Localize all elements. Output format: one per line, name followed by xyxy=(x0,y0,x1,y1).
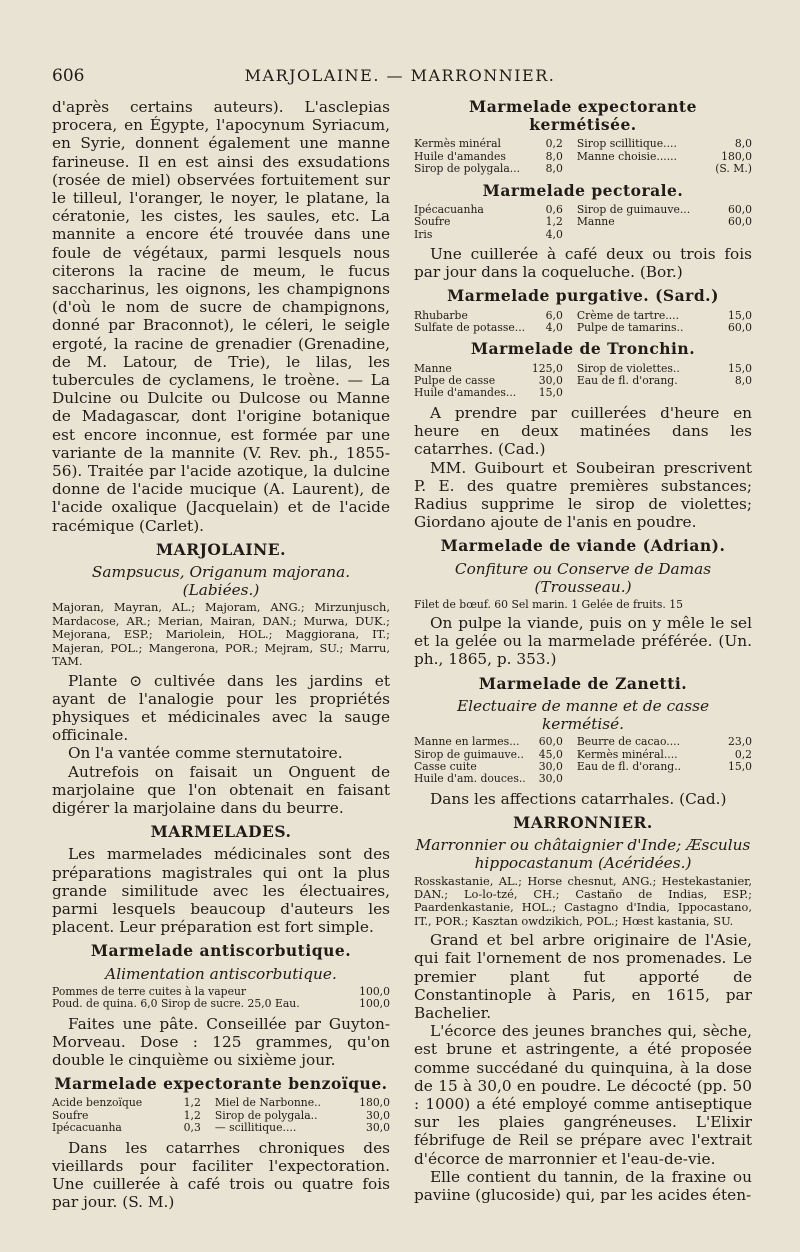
marjolaine-paragraph: Plante ⊙ cultivée dans les jardins et ayant de l'analogie pour les propriétés physiques et médicinales avec la sauge officinale. xyxy=(52,671,390,745)
heading-marjolaine: MARJOLAINE. xyxy=(156,539,286,559)
recipe-row: Huile d'amandes... 15,0 xyxy=(414,386,563,400)
page-header xyxy=(0,66,800,88)
recipe-row: Huile d'am. douces.. 30,0 xyxy=(414,772,563,786)
marronnier-paragraph: Elle contient du tannin, de la fraxine ou paviine (glucoside) qui, par les acides éten- xyxy=(414,1167,752,1205)
heading-benzoique: Marmelade expectorante benzoïque. xyxy=(54,1074,388,1094)
recipe-row: Manne 125,0 Sirop de violettes.. 15,0 xyxy=(414,361,752,375)
zanetti-paragraph: Dans les affections catarrhales. (Cad.) xyxy=(430,789,727,808)
recipe-row: Huile d'amandes 8,0 Manne choisie...... 180,0 xyxy=(414,149,752,163)
viande-subtitle: Confiture ou Conserve de Damas (Trousseau.) xyxy=(454,559,712,596)
continued-paragraph: d'après certains auteurs). L'asclepias procera, en Égypte, l'apocynum Syriacum, en Syrie, donnent également une manne farineuse. Il en est ainsi des exsudations (rosée de miel) observées fortuitement sur le tilleul, l'oranger, le noyer, le platane, la cératonie, les cistes, les saules, etc. La mannite a encore été trouvée dans une foule de végétaux, parmi lesquels nous citerons la racine de meum, le fucus saccharinus, les oignons, les champignons (d'où le nom de sucre de champignons, donné par Braconnot), le céleri, le seigle ergoté, la racine de grenadier (Grenadine, de M. Latour, de Trie), le lilas, les tubercules de cyclamens, le troène. — La Dulcine ou Dulcite ou Dulcose ou Manne de Madagascar, dont l'origine botanique est encore inconnue, est formée par une variante de la mannite (V. Rev. ph., 1855-56). Traitée par l'acide azotique, la dulcine donne de l'acide mucique (A. Laurent), de l'acide oxalique (Jacquelain) et de l'acide racémique (Carlet). xyxy=(52,98,390,535)
antiscorbutique-recipe xyxy=(52,986,390,1011)
zanetti-recipe xyxy=(414,736,752,786)
recipe-row: Ipécacuanha 0,6 Sirop de guimauve... 60,0 xyxy=(414,202,752,216)
heading-pectorale: Marmelade pectorale. xyxy=(482,180,684,200)
heading-marronnier: MARRONNIER. xyxy=(513,812,653,832)
heading-tronchin: Marmelade de Tronchin. xyxy=(470,339,696,359)
recipe-row: Soufre 1,2 Sirop de polygala.. 30,0 xyxy=(52,1108,390,1122)
page-number: 606 xyxy=(52,66,85,86)
left-column xyxy=(52,98,390,1211)
recipe-row: Iris 4,0 xyxy=(414,227,563,241)
recipe-row: Pulpe de casse 30,0 Eau de fl. d'orang. 8,0 xyxy=(414,374,752,388)
marronnier-synonyms: Rosskastanie, AL.; Horse chesnut, ANG.; Hestekastanier, DAN.; Lo-lo-tzé, CH.; Castaño de Indias, ESP.; Paardenkastanie, HOL.; Castagno d'India, Ippocastano, IT., POR.; Kasztan owdzikich, POL.; Hœst kastania, SU. xyxy=(414,873,752,928)
heading-antiscorbutique: Marmelade antiscorbutique. xyxy=(90,941,352,961)
tronchin-recipe xyxy=(414,363,752,400)
recipe-row: Manne en larmes... 60,0 Beurre de cacao.... 23,0 xyxy=(414,735,752,749)
pectorale-recipe xyxy=(414,204,752,241)
marronnier-latin: Marronnier ou châtaignier d'Inde; Æsculus hippocastanum (Acéridées.) xyxy=(415,836,751,873)
recipe-row: Filet de bœuf. 60 Sel marin. 1 Gelée de fruits. 15 xyxy=(414,597,684,611)
heading-zanetti: Marmelade de Zanetti. xyxy=(478,673,688,693)
kermetisee-recipe xyxy=(414,138,752,175)
antiscorbutique-paragraph: Faites une pâte. Conseillée par Guyton-Morveau. Dose : 125 grammes, qu'on double le cinquième ou sixième jour. xyxy=(52,1014,390,1069)
recipe-row: Soufre 1,2 Manne 60,0 xyxy=(414,215,752,229)
marjolaine-paragraph: On l'a vantée comme sternutatoire. xyxy=(68,744,343,763)
benzoique-paragraph: Dans les catarrhes chroniques des vieillards pour faciliter l'expectoration. Une cuillerée à café trois ou quatre fois par jour. (S. M.) xyxy=(52,1138,390,1212)
recipe-row: Ipécacuanha 0,3 — scillitique.... 30,0 xyxy=(52,1121,390,1135)
recipe-row: Sirop de guimauve.. 45,0 Kermès minéral.... 0,2 xyxy=(414,747,752,761)
marjolaine-synonyms: Majoran, Mayran, AL.; Majoram, ANG.; Mirzunjusch, Mardacose, AR.; Merian, Mairan, DAN.; Murwa, DUK.; Mejorana, ESP.; Mariolein, HOL.; Maggiorana, IT.; Majeran, POL.; Mangerona, POR.; Mejram, SU.; Marru, TAM. xyxy=(52,600,390,669)
heading-viande: Marmelade de viande (Adrian). xyxy=(440,536,726,556)
zanetti-subtitle: Electuaire de manne et de casse kermétisé. xyxy=(456,696,710,733)
pectorale-paragraph: Une cuillerée à café deux ou trois fois par jour dans la coqueluche. (Bor.) xyxy=(414,245,752,282)
recipe-row: Casse cuite 30,0 Eau de fl. d'orang.. 15,0 xyxy=(414,759,752,773)
marronnier-paragraph: Grand et bel arbre originaire de l'Asie, qui fait l'ornement de nos promenades. Le premier plant fut apporté de Constantinople à Paris, en 1615, par Bachelier. xyxy=(414,931,752,1023)
viande-recipe xyxy=(414,598,752,611)
recipe-row: Kermès minéral 0,2 Sirop scillitique.... 8,0 xyxy=(414,137,752,151)
right-column xyxy=(414,98,752,1204)
marronnier-paragraph: L'écorce des jeunes branches qui, sèche, est brune et astringente, a été proposée comme succédané du quinquina, à la dose de 15 à 30,0 en poudre. Le décocté (pp. 50 : 1000) a été employé comme antiseptique sur les plaies gangréneuses. L'Elixir fébrifuge de Reil se prépare avec l'extrait d'écorce de marronnier et l'eau-de-vie. xyxy=(414,1022,752,1168)
marmelades-paragraph: Les marmelades médicinales sont des préparations magistrales qui ont la plus grande similitude avec les électuaires, parmi lesquels beaucoup d'auteurs les placent. Leur préparation est fort simple. xyxy=(52,845,390,937)
tronchin-paragraph: A prendre par cuillerées d'heure en heure en deux matinées dans les catarrhes. (Cad.) xyxy=(414,403,752,459)
heading-kermetisee: Marmelade expectorante kermétisée. xyxy=(469,97,697,135)
antiscorbutique-subtitle: Alimentation antiscorbutique. xyxy=(105,964,337,983)
running-head: MARJOLAINE. — MARRONNIER. xyxy=(244,66,556,85)
recipe-row: Poud. de quina. 6,0 Sirop de sucre. 25,0 Eau. 100,0 xyxy=(52,997,390,1011)
marjolaine-paragraph: Autrefois on faisait un Onguent de marjolaine que l'on obtenait en faisant digérer la marjolaine dans du beurre. xyxy=(52,762,390,817)
tronchin-paragraph: MM. Guibourt et Soubeiran prescrivent P. E. des quatre premières substances; Radius supprime le sirop de violettes; Giordano ajoute de l'anis en poudre. xyxy=(414,458,752,532)
recipe-row: Pommes de terre cuites à la vapeur 100,0 xyxy=(52,984,390,998)
heading-marmelades: MARMELADES. xyxy=(150,822,292,842)
purgative-recipe xyxy=(414,310,752,335)
viande-paragraph: On pulpe la viande, puis on y mêle le sel et la gelée ou la marmelade préférée. (Un. ph., 1865, p. 353.) xyxy=(414,613,752,669)
recipe-row: Sulfate de potasse... 4,0 Pulpe de tamarins.. 60,0 xyxy=(414,321,752,335)
marjolaine-latin: Sampsucus, Origanum majorana. (Labiées.) xyxy=(91,563,351,600)
recipe-row: Sirop de polygala... 8,0 (S. M.) xyxy=(414,162,752,176)
recipe-row: Rhubarbe 6,0 Crème de tartre.... 15,0 xyxy=(414,308,752,322)
heading-purgative: Marmelade purgative. (Sard.) xyxy=(447,286,719,306)
recipe-row: Acide benzoïque 1,2 Miel de Narbonne.. 180,0 xyxy=(52,1096,390,1110)
benzoique-recipe xyxy=(52,1097,390,1134)
